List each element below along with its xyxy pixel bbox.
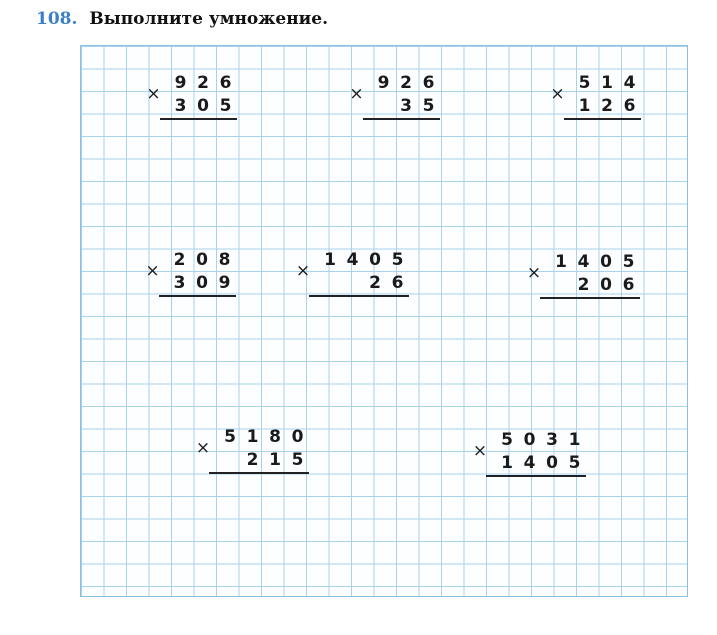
digit: 2 [369,272,381,293]
digit: 4 [346,250,359,270]
digit: 5 [422,95,435,116]
digit: 6 [422,73,435,93]
digit: 0 [546,452,558,473]
digit: 2 [577,274,590,295]
digit: 0 [291,427,304,447]
digit: 6 [391,272,404,293]
task-header [36,9,328,29]
digit: 5 [224,427,236,447]
result-line [159,295,237,297]
digit: 0 [523,430,536,450]
digit: 5 [622,252,635,272]
digit: 8 [218,250,231,270]
digit: 0 [197,95,209,116]
digit: 4 [623,73,636,93]
digit: 8 [269,427,281,447]
result-line [564,118,642,120]
digit: 1 [324,250,336,270]
digit: 5 [219,95,232,116]
task-number: 108. [36,9,78,29]
task-title: Выполните умножение. [89,9,329,29]
digit: 1 [601,73,613,93]
result-line [209,472,309,474]
times-sign: × [526,263,542,283]
digit: 3 [173,272,186,293]
digit: 6 [622,274,635,295]
result-line [540,297,640,299]
digit: 0 [369,250,381,270]
times-sign: × [550,84,565,104]
times-sign: × [349,84,364,104]
times-sign: × [472,441,488,461]
digit: 0 [196,272,208,293]
digit: 1 [501,452,513,473]
digit: 9 [218,272,231,293]
digit: 5 [291,449,304,470]
digit: 2 [601,95,613,116]
digit: 2 [246,449,259,470]
digit: 5 [578,73,591,93]
digit: 3 [174,95,187,116]
digit: 1 [568,430,581,450]
digit: 0 [600,252,612,272]
digit: 0 [196,250,208,270]
result-line [363,118,441,120]
digit: 1 [269,449,281,470]
digit: 3 [546,430,558,450]
times-sign: × [145,261,160,281]
result-line [160,118,238,120]
digit: 6 [623,95,636,116]
digit: 4 [523,452,536,473]
digit: 9 [377,73,390,93]
graph-paper-grid[interactable] [80,45,688,597]
result-line [486,475,586,477]
digit: 0 [600,274,612,295]
digit: 3 [400,95,412,116]
digit: 6 [219,73,232,93]
digit: 5 [568,452,581,473]
times-sign: × [146,84,161,104]
result-line [309,295,409,297]
digit: 2 [173,250,186,270]
digit: 2 [197,73,209,93]
digit: 1 [578,95,591,116]
times-sign: × [195,438,211,458]
digit: 9 [174,73,187,93]
digit: 5 [391,250,404,270]
digit: 5 [501,430,513,450]
digit: 4 [577,252,590,272]
digit: 2 [400,73,412,93]
digit: 1 [555,252,567,272]
times-sign: × [295,261,311,281]
digit: 1 [246,427,259,447]
